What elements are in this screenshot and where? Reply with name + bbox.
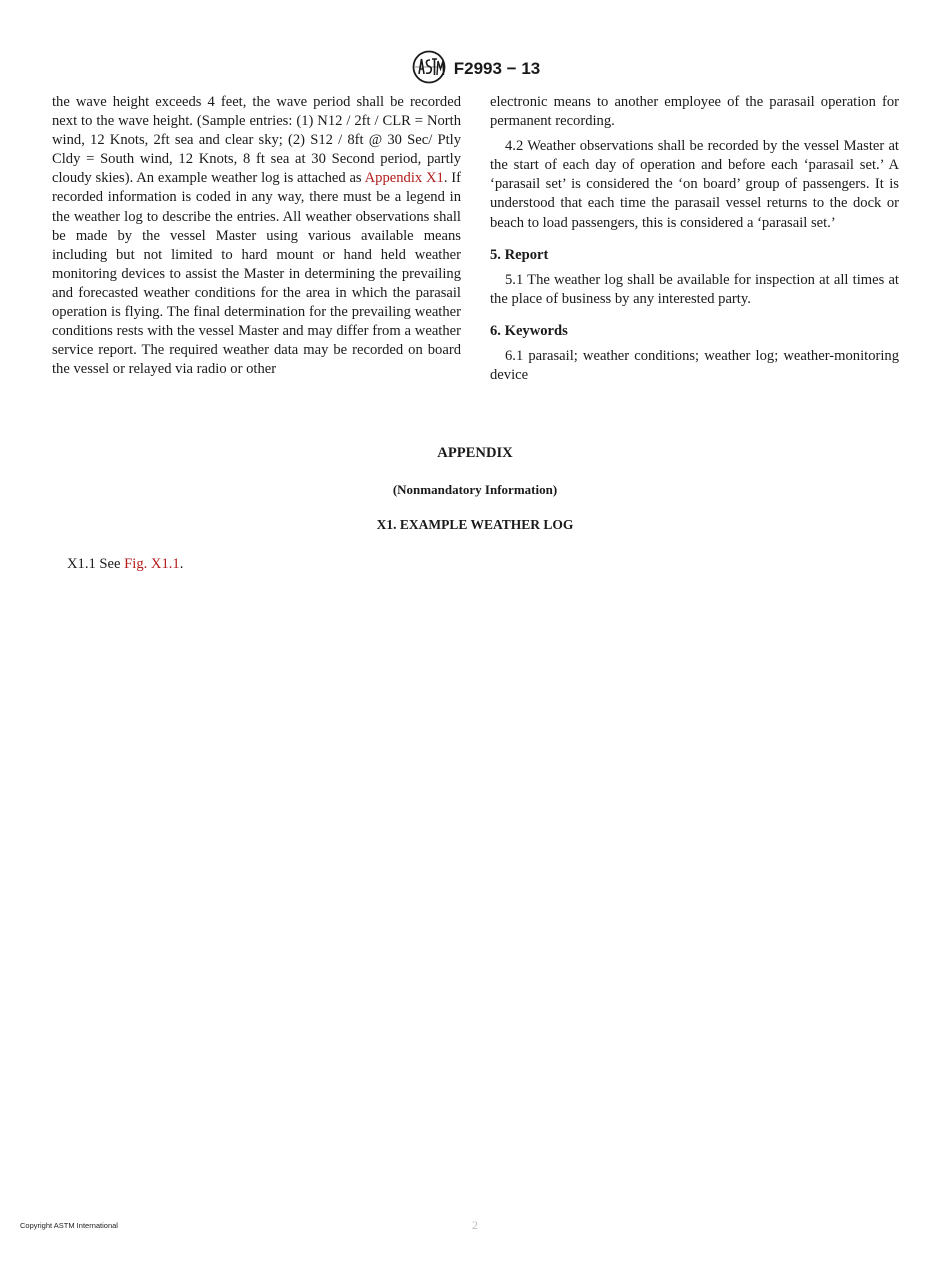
appendix-section-title: X1. EXAMPLE WEATHER LOG [376, 517, 574, 532]
page-header [0, 50, 950, 84]
text-run: X1.1 See [67, 556, 125, 572]
section-heading-report: 5. Report [490, 246, 549, 263]
right-column [490, 93, 899, 385]
text-run: . If recorded information is coded in any way, there must be a legend in the weather log to describe the entries. All weather observations shall be made by the vessel Master using various available means including but not limited to hard mount or hand held weather monitoring devices to assist the Master in determining the prevailing and forecasted weather conditions for the area in which the parasail operation is flying. The final determination for the prevailing weather conditions rests with the vessel Master and may differ from a weather service report. The required weather data may be recorded on board the vessel or relayed via radio or other [52, 170, 461, 378]
appendix-subtitle: (Nonmandatory Information) [392, 482, 558, 497]
paragraph-weather-recording [52, 93, 461, 379]
text-run: . [179, 556, 184, 572]
section-heading-keywords: 6. Keywords [490, 322, 568, 339]
text-run: the wave height exceeds 4 feet, the wave period shall be recorded next to the wave height. (Sample entries: (1) N12 / 2ft / CLR = North wind, 12 Knots, 2ft sea and clear sky; (2) S12 / 8ft @ 30 Sec/ Ptly Cldy = South wind, 12 Knots, 8 ft sea at 30 Second period, partly cloudy skies). An example weather log is attached as [52, 94, 461, 187]
paragraph-4-2: 4.2 Weather observations shall be recorded by the vessel Master at the start of each day of operation and before each ‘parasail set.’ A ‘parasail set’ is considered the ‘on board’ group of passengers. It is understood that each time the parasail vessel returns to the dock or beach to load passengers, this is considered a ‘parasail set.’ [490, 138, 899, 231]
figure-x1-1-link[interactable]: Fig. X1.1 [124, 556, 180, 572]
astm-logo-icon [410, 50, 448, 84]
paragraph-continuation: electronic means to another employee of the parasail operation for permanent recording. [490, 94, 899, 130]
paragraph-5-1: 5.1 The weather log shall be available for inspection at all times at the place of business by any interested party. [490, 271, 899, 307]
copyright-notice: Copyright ASTM International [20, 1221, 118, 1230]
paragraph-x1-1 [67, 556, 183, 573]
appendix-title: APPENDIX [437, 445, 513, 461]
standard-designation: F2993 − 13 [453, 59, 541, 78]
paragraph-6-1: 6.1 parasail; weather conditions; weather log; weather-monitoring device [490, 347, 899, 383]
page-number: 2 [472, 1218, 478, 1232]
appendix-x1-link[interactable]: Appendix X1 [364, 170, 444, 187]
left-column [52, 93, 461, 379]
